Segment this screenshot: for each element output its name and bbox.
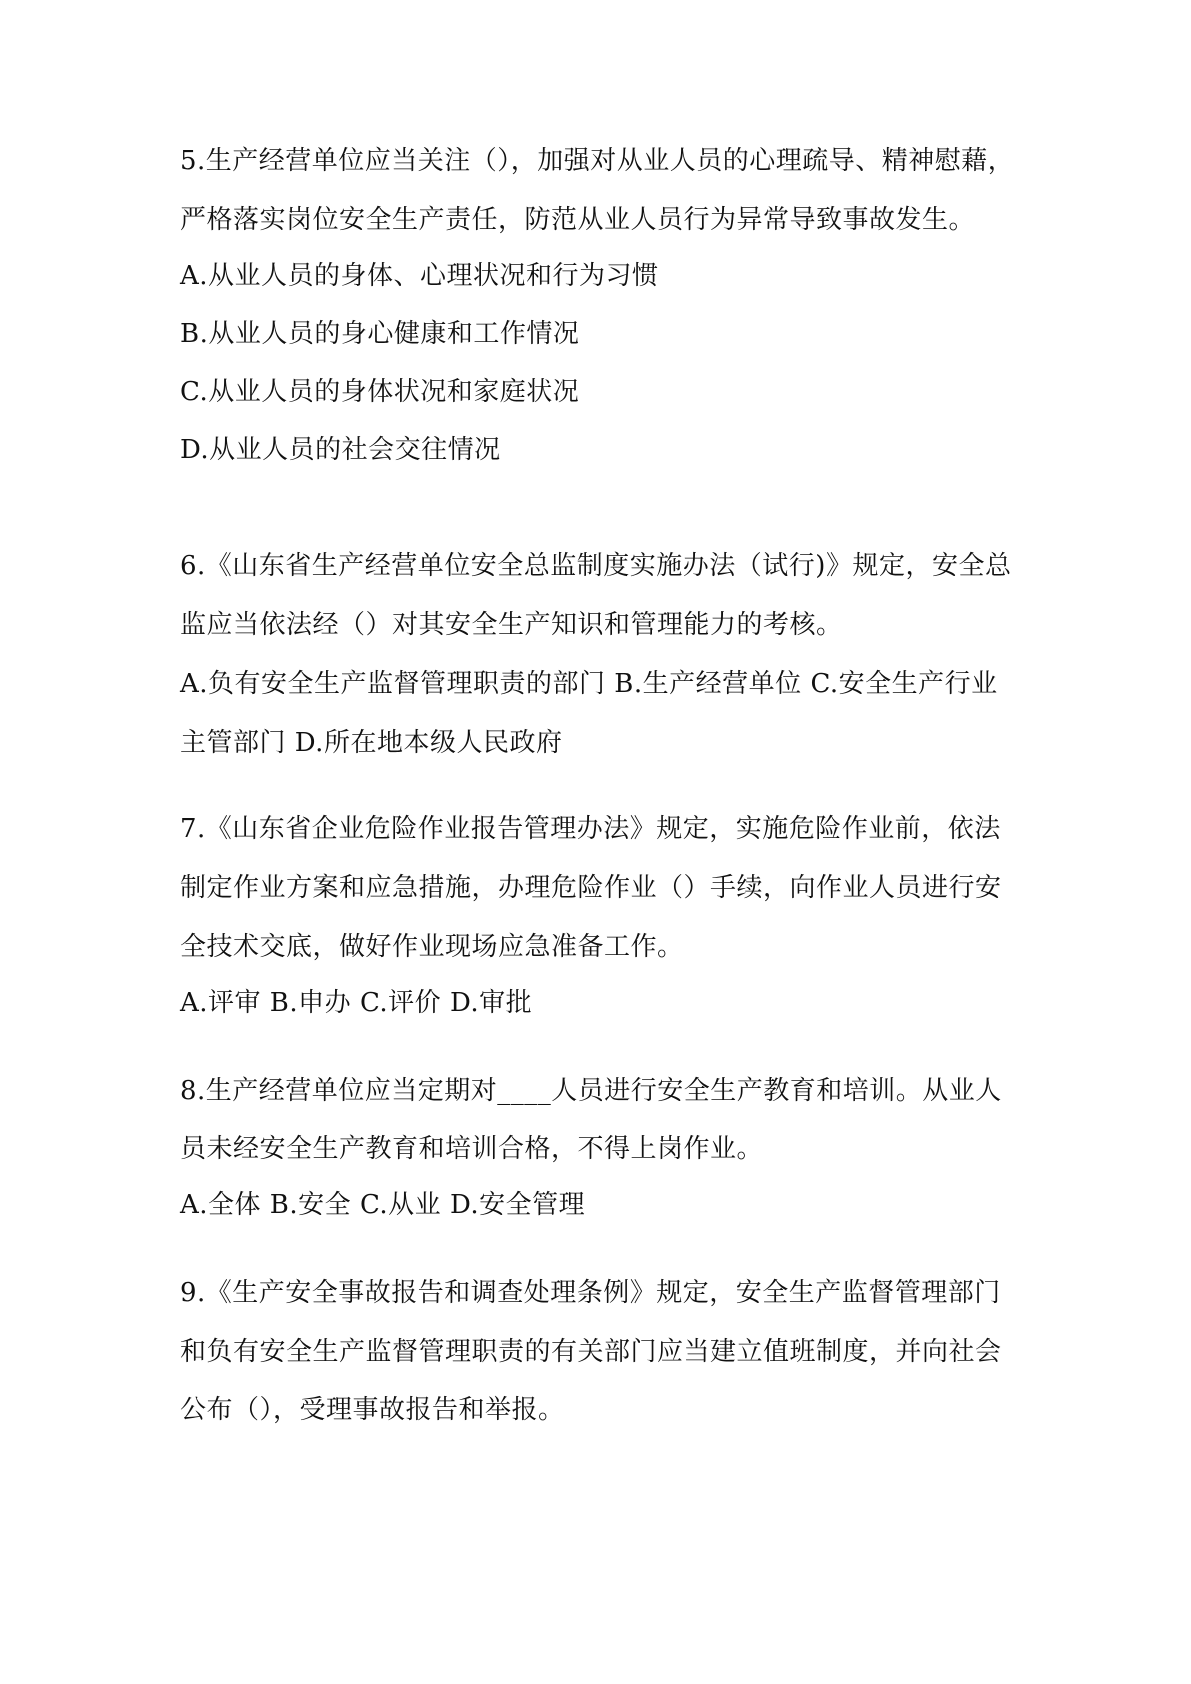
question-5-line-2: 严格落实岗位安全生产责任，防范从业人员行为异常导致事故发生。 — [180, 205, 976, 235]
question-5-option-c: C.从业人员的身体状况和家庭状况 — [180, 377, 580, 407]
question-7-line-2: 制定作业方案和应急措施，办理危险作业（）手续，向作业人员进行安 — [180, 873, 1002, 903]
question-7-options: A.评审 B.申办 C.评价 D.审批 — [180, 988, 533, 1018]
question-7-line-1: 7.《山东省企业危险作业报告管理办法》规定，实施危险作业前，依法 — [180, 814, 1001, 844]
question-6-options-line-2: 主管部门 D.所在地本级人民政府 — [180, 728, 563, 758]
question-8-line-2: 员未经安全生产教育和培训合格，不得上岗作业。 — [180, 1134, 764, 1164]
question-6-line-1: 6.《山东省生产经营单位安全总监制度实施办法（试行)》规定，安全总 — [180, 551, 1012, 581]
question-5-option-b: B.从业人员的身心健康和工作情况 — [180, 319, 580, 349]
question-6-line-2: 监应当依法经（）对其安全生产知识和管理能力的考核。 — [180, 610, 843, 640]
question-9-line-2: 和负有安全生产监督管理职责的有关部门应当建立值班制度，并向社会 — [180, 1337, 1002, 1367]
question-9-line-1: 9.《生产安全事故报告和调查处理条例》规定，安全生产监督管理部门 — [180, 1278, 1001, 1308]
question-5-option-a: A.从业人员的身体、心理状况和行为习惯 — [180, 261, 659, 291]
question-6-options-line-1: A.负有安全生产监督管理职责的部门 B.生产经营单位 C.安全生产行业 — [180, 669, 998, 699]
question-5-option-d: D.从业人员的社会交往情况 — [180, 435, 501, 465]
question-5-line-1: 5.生产经营单位应当关注（），加强对从业人员的心理疏导、精神慰藉， — [180, 146, 1015, 176]
question-7-line-3: 全技术交底，做好作业现场应急准备工作。 — [180, 932, 684, 962]
question-8-line-1: 8.生产经营单位应当定期对____人员进行安全生产教育和培训。从业人 — [180, 1076, 1002, 1106]
question-8-options: A.全体 B.安全 C.从业 D.安全管理 — [180, 1190, 586, 1220]
question-9-line-3: 公布（），受理事故报告和举报。 — [180, 1395, 565, 1425]
